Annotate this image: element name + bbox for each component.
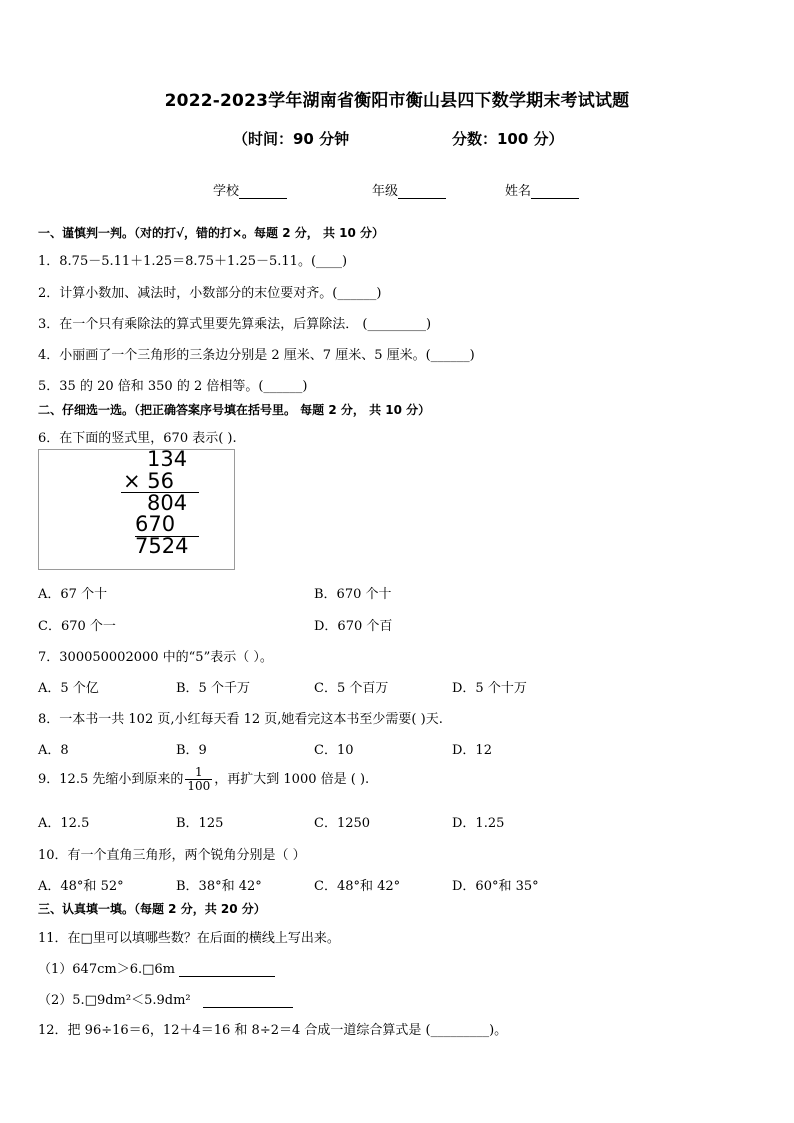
question-11-part-1 xyxy=(38,958,275,977)
question-11: 11．在□里可以填哪些数？在后面的横线上写出来。 xyxy=(38,931,340,946)
question-5: 5．35 的 20 倍和 350 的 2 倍相等。(______) xyxy=(38,379,308,394)
grade-blank xyxy=(398,184,446,199)
partial-product-1: 804 xyxy=(147,491,188,515)
partial-product-2: 670 xyxy=(135,512,176,536)
section2-heading: 二、仔细选一选。（把正确答案序号填在括号里。 每题 2 分， 共 10 分） xyxy=(38,403,431,417)
q11-sub1-text: （1）647cm＞6.□6m xyxy=(38,962,175,977)
section3-heading: 三、认真填一填。（每题 2 分，共 20 分） xyxy=(38,902,266,916)
product: 7524 xyxy=(135,534,189,558)
question-3: 3．在一个只有乘除法的算式里要先算乘法，后算除法． (_________) xyxy=(38,317,432,332)
grade-label: 年级 xyxy=(372,184,399,199)
q8-option-b: B．9 xyxy=(176,743,207,758)
q6-option-c: C．670 个一 xyxy=(38,619,116,634)
q7-option-a: A．5 个亿 xyxy=(38,681,99,696)
q6-option-a: A．67 个十 xyxy=(38,587,108,602)
q9-option-d: D．1.25 xyxy=(452,816,505,831)
school-field xyxy=(213,180,287,199)
section1-heading: 一、谨慎判一判。（对的打√，错的打×。每题 2 分， 共 10 分） xyxy=(38,226,384,240)
question-7: 7．300050002000 中的“5”表示（ ）。 xyxy=(38,650,273,665)
q9-stem-after: ，再扩大到 1000 倍是 ( ). xyxy=(214,772,370,788)
fraction-one-hundredth xyxy=(185,766,212,793)
name-label: 姓名 xyxy=(505,184,532,199)
fraction-numerator: 1 xyxy=(185,766,212,780)
q10-option-a: A．48°和 52° xyxy=(38,879,124,894)
q10-option-b: B．38°和 42° xyxy=(176,879,262,894)
q9-option-a: A．12.5 xyxy=(38,816,90,831)
q6-option-d: D．670 个百 xyxy=(314,619,393,634)
question-2: 2．计算小数加、减法时，小数部分的末位要对齐。(______) xyxy=(38,286,382,301)
q7-option-c: C．5 个百万 xyxy=(314,681,389,696)
q9-stem-before: 9．12.5 先缩小到原来的 xyxy=(38,772,184,788)
exam-title: 2022-2023学年湖南省衡阳市衡山县四下数学期末考试试题 xyxy=(164,91,630,111)
school-label: 学校 xyxy=(213,184,240,199)
total-score: 分数：100 分） xyxy=(452,130,564,148)
q10-option-c: C．48°和 42° xyxy=(314,879,401,894)
q11-sub2-answer-line xyxy=(203,994,293,1008)
q6-option-b: B．670 个十 xyxy=(314,587,392,602)
multiplicand: 134 xyxy=(147,447,188,471)
multiplier: × 56 xyxy=(123,469,174,493)
question-8: 8．一本书一共 102 页,小红每天看 12 页,她看完这本书至少需要( )天. xyxy=(38,712,443,727)
q7-option-d: D．5 个十万 xyxy=(452,681,527,696)
multiplication-figure xyxy=(38,449,235,570)
q9-option-b: B．125 xyxy=(176,816,224,831)
question-9 xyxy=(38,766,369,793)
question-6: 6．在下面的竖式里，670 表示( ). xyxy=(38,431,237,446)
name-field xyxy=(505,180,579,199)
q11-sub2-text: （2）5.□9dm²＜5.9dm² xyxy=(38,993,191,1008)
fraction-denominator: 100 xyxy=(187,779,211,794)
question-1: 1．8.75－5.11＋1.25＝8.75＋1.25－5.11。(____) xyxy=(38,254,348,269)
name-blank xyxy=(531,184,579,199)
q8-option-c: C．10 xyxy=(314,743,354,758)
q10-option-d: D．60°和 35° xyxy=(452,879,539,894)
question-4: 4．小丽画了一个三角形的三条边分别是 2 厘米、7 厘米、5 厘米。(______) xyxy=(38,348,475,363)
grade-field xyxy=(372,180,446,199)
q11-sub1-answer-line xyxy=(179,963,275,977)
q8-option-d: D．12 xyxy=(452,743,492,758)
question-12: 12．把 96÷16＝6，12＋4＝16 和 8÷2＝4 合成一道综合算式是 (_________)。 xyxy=(38,1023,508,1038)
question-11-part-2 xyxy=(38,989,293,1008)
q7-option-b: B．5 个千万 xyxy=(176,681,250,696)
q8-option-a: A．8 xyxy=(38,743,69,758)
q9-option-c: C．1250 xyxy=(314,816,371,831)
question-10: 10．有一个直角三角形，两个锐角分别是（ ） xyxy=(38,848,306,863)
time-limit: （时间：90 分钟 xyxy=(233,130,350,148)
school-blank xyxy=(239,184,287,199)
